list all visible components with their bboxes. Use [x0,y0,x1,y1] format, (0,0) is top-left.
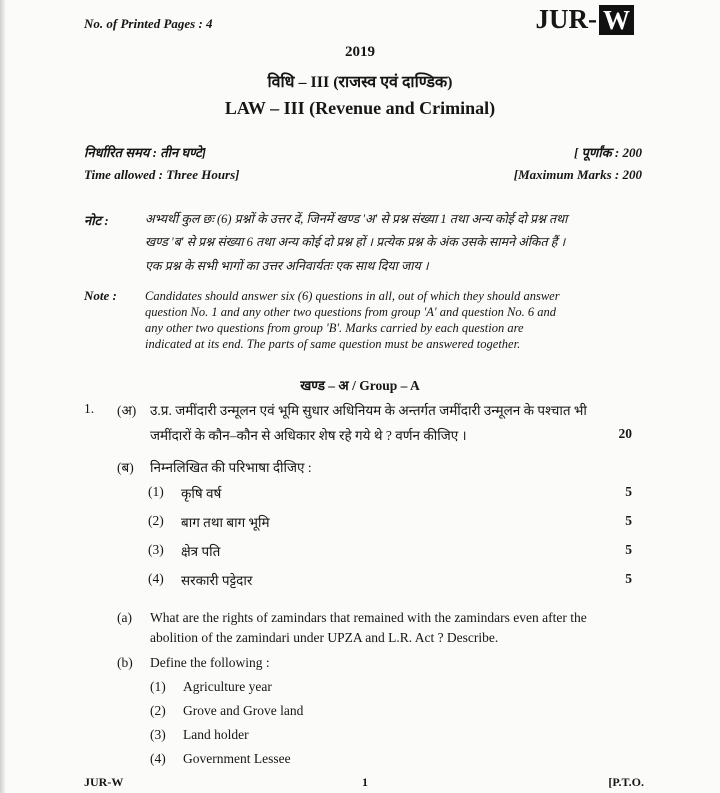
title-hindi: विधि – III (राजस्व एवं दाण्डिक) [267,74,453,91]
question-1a-line-1-english: What are the rights of zamindars that remained with the zamindars even after the [150,610,587,625]
note-hindi-line-2: खण्ड 'ब' से प्रश्न संख्या 6 तथा अन्य कोई दो प्रश्न हों । प्रत्येक प्रश्न के अंक उसके सामने अंकित हैं । [145,235,566,249]
title-english: LAW – III (Revenue and Criminal) [224,98,496,118]
note-english-line-3: any other two questions from group 'B'. Marks carried by each question are [145,321,524,335]
note-hindi-line-1: अभ्यर्थी कुल छः (6) प्रश्नों के उत्तर दें, जिनमें खण्ड 'अ' से प्रश्न संख्या 1 तथा अन्य कोई दो प्रश्न तथा [145,212,568,226]
time-allowed-english: Time allowed : Three Hours] [84,167,240,182]
definition-item-english-4-number: (4) [150,751,166,766]
definition-item-english-2-text: Grove and Grove land [183,703,304,718]
definition-item-hindi-3-number: (3) [148,542,164,557]
question-1b-text-english: Define the following : [150,655,270,670]
definition-item-hindi-2-marks: 5 [625,513,632,528]
note-label-english: Note : [84,288,117,303]
definition-item-english-1-text: Agriculture year [183,679,272,694]
definition-item-english-1-number: (1) [150,679,166,694]
question-1b-label-english: (b) [117,655,133,670]
definition-item-hindi-1-text: कृषि वर्ष [181,486,222,501]
note-english-line-1: Candidates should answer six (6) questions in all, out of which they should answer [145,289,560,303]
printed-pages-label: No. of Printed Pages : 4 [84,16,213,31]
definition-item-english-3-text: Land holder [183,727,249,742]
question-1a-line-2-hindi: जमींदारों के कौन–कौन से अधिकार शेष रहे गये थे ? वर्णन कीजिए । [150,428,467,443]
definition-item-hindi-4-number: (4) [148,571,164,586]
definition-item-english-2-number: (2) [150,703,166,718]
definition-item-english-4-text: Government Lessee [183,751,291,766]
question-1a-marks: 20 [618,426,632,441]
max-marks-hindi: [ पूर्णांक : 200 [573,145,642,160]
question-1a-label-hindi: (अ) [117,403,137,418]
paper-code-prefix: JUR- [535,4,597,34]
definition-item-english-3-number: (3) [150,727,166,742]
definition-item-hindi-4-marks: 5 [625,571,632,586]
definition-item-hindi-1-marks: 5 [625,484,632,499]
footer-page-number: 1 [362,775,368,789]
question-1a-line-1-hindi: उ.प्र. जमींदारी उन्मूलन एवं भूमि सुधार अधिनियम के अन्तर्गत जमींदारी उन्मूलन के पश्चात भी [150,403,587,418]
definition-item-hindi-3-marks: 5 [625,542,632,557]
question-1-number: 1. [84,401,95,416]
note-english-line-2: question No. 1 and any other two questions from group 'A' and question No. 6 and [145,305,557,319]
question-1b-label-hindi: (ब) [117,460,134,475]
note-hindi-line-3: एक प्रश्न के सभी भागों का उत्तर अनिवार्यतः एक साथ दिया जाय । [145,259,429,273]
exam-year: 2019 [345,44,375,60]
group-a-heading: खण्ड – अ / Group – A [300,378,420,393]
paper-code-suffix: W [599,5,634,35]
time-allowed-hindi: निर्धारित समय : तीन घण्टे] [84,145,207,160]
question-1b-text-hindi: निम्नलिखित की परिभाषा दीजिए : [150,460,312,475]
definition-item-hindi-1-number: (1) [148,484,164,499]
definition-item-hindi-4-text: सरकारी पट्टेदार [181,573,253,588]
question-1a-line-2-english: abolition of the zamindari under UPZA and L.R. Act ? Describe. [150,630,499,645]
definition-item-hindi-2-number: (2) [148,513,164,528]
footer-paper-code: JUR-W [84,775,124,789]
note-english-line-4: indicated at its end. The parts of same question must be answered together. [145,337,521,351]
footer-pto: [P.T.O. [608,775,644,789]
question-1a-label-english: (a) [117,610,132,625]
paper-code [536,4,635,35]
definition-item-hindi-3-text: क्षेत्र पति [181,544,221,559]
max-marks-english: [Maximum Marks : 200 [513,167,642,182]
note-label-hindi: नोट : [84,213,109,228]
definition-item-hindi-2-text: बाग तथा बाग भूमि [181,515,270,530]
